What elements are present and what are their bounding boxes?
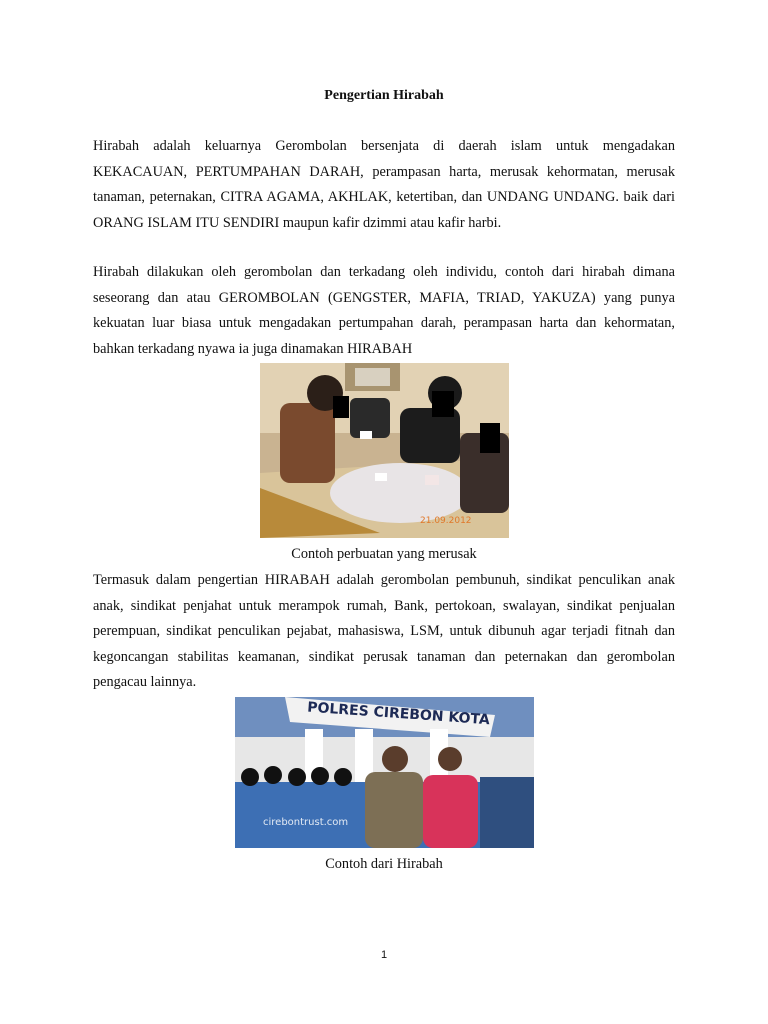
paragraph-perpetrators: Hirabah dilakukan oleh gerombolan dan terkadang oleh individu, contoh dari hirabah dimana seseorang dan atau GEROMBOLAN (GENGSTER, MAFIA, TRIAD, YAKUZA) yang punya kekuatan luar biasa untuk mengadakan pertumpahan darah, perampasan harta dan kehormatan, bahkan terkadang nyawa ia juga dinamakan HIRABAH [93, 264, 675, 357]
police-sign-text: POLRES CIREBON KOTA [306, 699, 491, 729]
page-number: 1 [380, 949, 388, 961]
figure-caption-1: Contoh perbuatan yang merusak [291, 546, 477, 562]
photo-date-stamp: 21.09.2012 [420, 516, 472, 526]
paragraph-definition: Hirabah adalah keluarnya Gerombolan bersenjata di daerah islam untuk mengadakan KEKACAUAN, PERTUMPAHAN DARAH, perampasan harta, merusak kehormatan, merusak tanaman, peternakan, CITRA AGAMA, AKHLAK, ketertiban, dan UNDANG UNDANG. baik dari ORANG ISLAM ITU SENDIRI maupun kafir dzimmi atau kafir harbi. [93, 138, 675, 231]
paragraph-examples: Termasuk dalam pengertian HIRABAH adalah gerombolan pembunuh, sindikat penculikan anak anak, sindikat penjahat untuk merampok rumah, Bank, pertokoan, swalayan, sindikat penjualan perempuan, sindikat penculikan pejabat, mahasiswa, LSM, untuk dibunuh agar terjadi fitnah dan kegoncangan stabilitas keamanan, sindikat perusak tanaman dan peternakan dan gerombolan pengacau lainnya. [93, 572, 675, 690]
figure-caption-2: Contoh dari Hirabah [325, 856, 443, 872]
page-title: Pengertian Hirabah [324, 88, 444, 103]
photo-card-police [235, 697, 534, 848]
photo-watermark: cirebontrust.com [263, 817, 349, 828]
photo-card-gambling [260, 363, 509, 538]
